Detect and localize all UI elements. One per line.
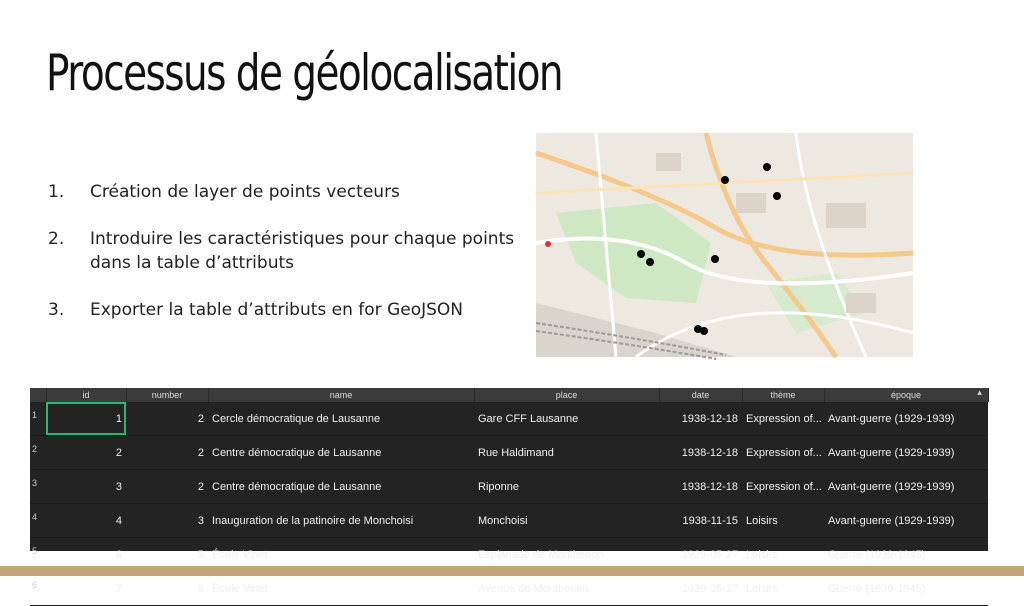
cell-place[interactable]: Monchoisi [474,504,659,538]
column-header-date[interactable]: date [659,388,742,402]
cell-place[interactable]: Gare CFF Lausanne [474,402,659,436]
cell-place[interactable]: Esplanade de Montbenon [474,538,659,572]
point-marker [763,163,771,171]
park-area [556,203,711,303]
cell-theme[interactable]: Loisirs [742,572,824,606]
bullet-number: 2. [48,229,65,249]
cell-number[interactable]: 2 [126,402,208,436]
cell-name[interactable]: Inauguration de la patinoire de Monchoisi [208,504,474,538]
column-header-theme[interactable]: thème [742,388,824,402]
table-row[interactable] [30,436,988,470]
cell-place[interactable]: Avenue de Montbenon [474,572,659,606]
point-marker [646,258,654,266]
bullet-item [48,298,518,322]
accent-bar [0,566,1024,576]
cell-name[interactable]: Centre démocratique de Lausanne [208,436,474,470]
bullet-number: 1. [48,182,65,202]
row-number: 3 [30,470,46,504]
cell-epoque[interactable]: Avant-guerre (1929-1939) [824,402,988,436]
cell-date[interactable]: 1938-12-18 [659,436,742,470]
cell-id[interactable]: 4 [46,504,126,538]
cell-date[interactable]: 1938-11-15 [659,504,742,538]
column-header-number[interactable]: number [126,388,208,402]
bullet-number: 3. [48,300,65,320]
table-row[interactable] [30,504,988,538]
cell-theme[interactable]: Expression of... [742,402,824,436]
building [656,153,681,171]
red-pin-icon [545,241,551,247]
cell-epoque[interactable]: Guerre (1939-1945) [824,538,988,572]
cell-date[interactable]: 1939-05-27 [659,572,742,606]
cell-theme[interactable]: Loisirs [742,504,824,538]
cell-number[interactable]: 5 [126,572,208,606]
row-number: 1 [30,402,46,436]
cell-number[interactable]: 3 [126,504,208,538]
building [736,193,766,213]
cell-name[interactable]: École Vinet [208,572,474,606]
column-header-id[interactable]: id [46,388,126,402]
row-number: 4 [30,504,46,538]
point-marker [711,255,719,263]
column-header-epoque-label: époque [890,390,922,400]
cell-number[interactable]: 2 [126,470,208,504]
map-screenshot [536,133,913,357]
bullet-text: Création de layer de points vecteurs [90,182,400,202]
bullet-text: Introduire les caractéristiques pour chaque points dans la table d’attributs [90,229,515,273]
table-header-row [30,388,988,402]
building [826,203,866,228]
cell-number[interactable]: 5 [126,538,208,572]
header-corner [30,388,46,402]
cell-number[interactable]: 2 [126,436,208,470]
attribute-table [30,388,988,595]
table-row[interactable] [30,572,988,606]
cell-theme[interactable]: Expression of... [742,436,824,470]
bullet-text: Exporter la table d’attributs en for GeoJSON [90,300,464,320]
point-marker [721,176,729,184]
column-header-place[interactable]: place [474,388,659,402]
row-number: 2 [30,436,46,470]
row-number: 6 [30,572,46,606]
cell-epoque[interactable]: Avant-guerre (1929-1939) [824,504,988,538]
cell-date[interactable]: 1938-12-18 [659,470,742,504]
cell-id[interactable]: 3 [46,470,126,504]
cell-place[interactable]: Riponne [474,470,659,504]
cell-id[interactable]: 1 [46,402,126,436]
map-canvas [536,133,913,357]
row-number: 5 [30,538,46,572]
cell-theme[interactable]: Expression of... [742,470,824,504]
column-header-name[interactable]: name [208,388,474,402]
cell-id[interactable]: 6 [46,538,126,572]
building [846,293,876,313]
point-marker [773,192,781,200]
cell-date[interactable]: 1939-05-27 [659,538,742,572]
cell-place[interactable]: Rue Haldimand [474,436,659,470]
bullet-item [48,180,518,204]
point-marker [637,250,645,258]
cell-theme[interactable]: Loisirs [742,538,824,572]
column-header-epoque[interactable] [824,388,988,402]
sort-ascending-icon: ▲ [975,388,984,397]
cell-epoque[interactable]: Avant-guerre (1929-1939) [824,436,988,470]
cell-date[interactable]: 1938-12-18 [659,402,742,436]
cell-name[interactable]: Centre démocratique de Lausanne [208,470,474,504]
table-row[interactable] [30,470,988,504]
table-row[interactable] [30,402,988,436]
bullet-list [48,180,518,345]
bullet-item [48,227,518,275]
cell-name[interactable]: Cercle démocratique de Lausanne [208,402,474,436]
cell-name[interactable]: École Vinet [208,538,474,572]
point-marker [700,327,708,335]
cell-id[interactable]: 2 [46,436,126,470]
cell-epoque[interactable]: Avant-guerre (1929-1939) [824,470,988,504]
cell-id[interactable]: 7 [46,572,126,606]
slide-title: Processus de géolocalisation [46,44,563,102]
cell-epoque[interactable]: Guerre (1939-1945) [824,572,988,606]
